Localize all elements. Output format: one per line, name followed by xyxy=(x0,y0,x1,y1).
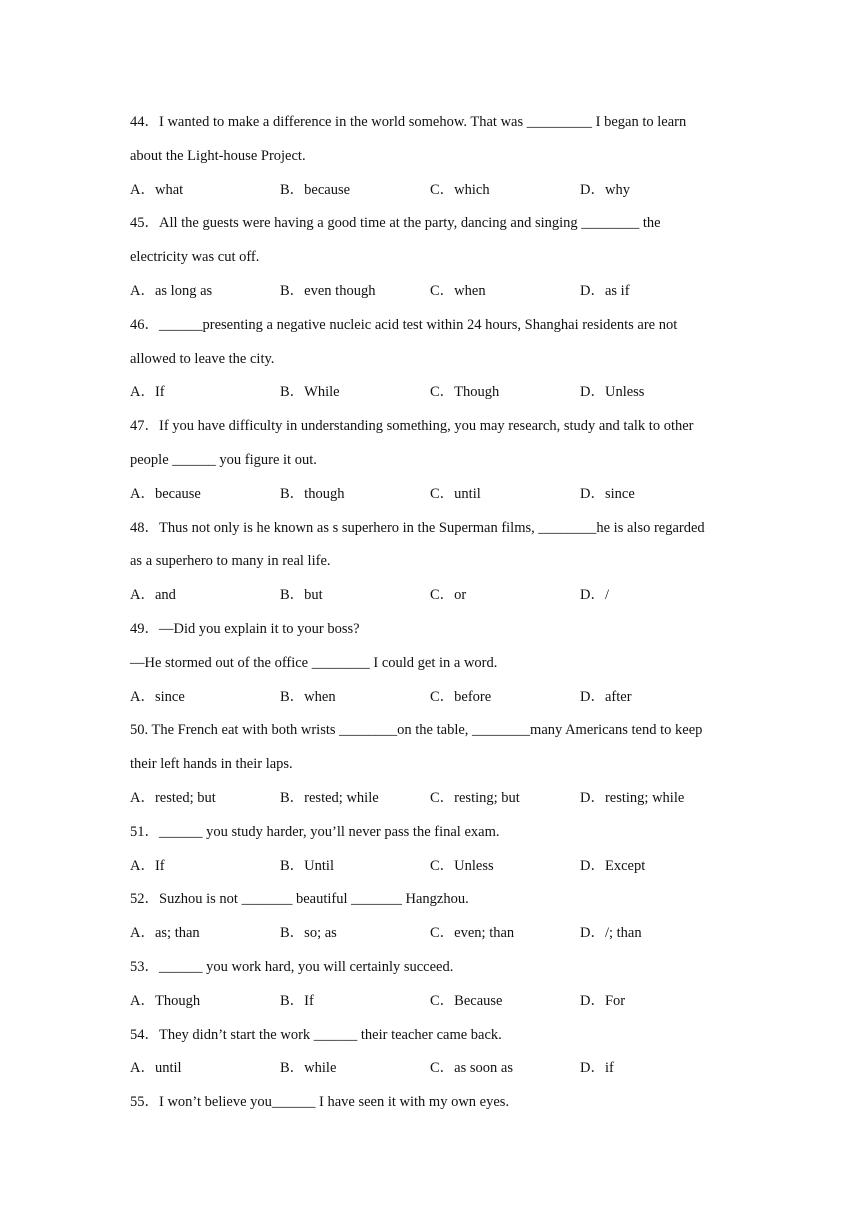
answer-options xyxy=(130,850,740,884)
question-stem: 46．______presenting a negative nucleic acid test within 24 hours, Shanghai residents are not xyxy=(130,316,678,333)
option-c: C．even; than xyxy=(430,925,515,942)
option-b: B．Until xyxy=(280,857,334,874)
option-a: A．as; than xyxy=(130,925,200,942)
option-d: D．/ xyxy=(580,587,609,604)
option-d: D．as if xyxy=(580,282,630,299)
option-b: B．rested; while xyxy=(280,789,379,806)
question-stem-continued: electricity was cut off. xyxy=(130,249,260,266)
option-a: A．If xyxy=(130,384,165,401)
option-b: B．though xyxy=(280,485,345,502)
answer-options xyxy=(130,579,740,613)
option-c: C．until xyxy=(430,485,481,502)
option-c: C．which xyxy=(430,181,490,198)
question-stem: 48．Thus not only is he known as s superhero in the Superman films, ________he is also regarded xyxy=(130,519,705,536)
option-b: B．If xyxy=(280,992,314,1009)
option-b: B．but xyxy=(280,587,323,604)
option-b: B．when xyxy=(280,688,336,705)
option-b: B．While xyxy=(280,384,340,401)
option-c: C．before xyxy=(430,688,492,705)
option-a: A．rested; but xyxy=(130,789,216,806)
option-a: A．since xyxy=(130,688,185,705)
option-c: C．resting; but xyxy=(430,789,520,806)
option-d: D．resting; while xyxy=(580,789,685,806)
question-stem-continued: people ______ you figure it out. xyxy=(130,451,317,468)
option-b: B．while xyxy=(280,1060,337,1077)
option-c: C．Unless xyxy=(430,857,494,874)
question-block xyxy=(130,106,740,207)
option-a: A．If xyxy=(130,857,165,874)
question-block xyxy=(130,883,740,951)
question-block xyxy=(130,816,740,884)
option-a: A．because xyxy=(130,485,201,502)
option-b: B．so; as xyxy=(280,925,337,942)
option-c: C．as soon as xyxy=(430,1060,513,1077)
question-stem: 47．If you have difficulty in understanding something, you may research, study and talk to other xyxy=(130,418,694,435)
question-block xyxy=(130,714,740,815)
question-stem: 54．They didn’t start the work ______ their teacher came back. xyxy=(130,1026,502,1043)
option-c: C．Though xyxy=(430,384,500,401)
option-d: D．For xyxy=(580,992,626,1009)
answer-options xyxy=(130,681,740,715)
question-block xyxy=(130,309,740,410)
answer-options xyxy=(130,174,740,208)
option-d: D．since xyxy=(580,485,635,502)
question-stem: 44．I wanted to make a difference in the world somehow. That was _________ I began to learn xyxy=(130,114,687,130)
question-block xyxy=(130,207,740,308)
question-stem: 53．______ you work hard, you will certainly succeed. xyxy=(130,958,454,975)
option-d: D．Except xyxy=(580,857,646,874)
question-stem: 52．Suzhou is not _______ beautiful _______ Hangzhou. xyxy=(130,891,469,908)
question-block xyxy=(130,951,740,1019)
option-c: C．Because xyxy=(430,992,503,1009)
question-block xyxy=(130,410,740,511)
question-stem: 51．______ you study harder, you’ll never pass the final exam. xyxy=(130,823,500,840)
question-stem-continued: allowed to leave the city. xyxy=(130,350,275,367)
question-stem-continued: —He stormed out of the office ________ I could get in a word. xyxy=(130,654,498,671)
option-a: A．until xyxy=(130,1060,182,1077)
option-d: D．if xyxy=(580,1060,614,1077)
question-stem: 45．All the guests were having a good time at the party, dancing and singing ________ the xyxy=(130,215,661,232)
option-d: D．/; than xyxy=(580,925,642,942)
option-a: A．as long as xyxy=(130,282,213,299)
question-list xyxy=(130,106,740,1120)
option-c: C．when xyxy=(430,282,486,299)
question-stem-continued: about the Light-house Project. xyxy=(130,147,306,164)
question-block xyxy=(130,613,740,714)
option-b: B．even though xyxy=(280,282,376,299)
question-stem-continued: as a superhero to many in real life. xyxy=(130,553,331,570)
option-a: A．Though xyxy=(130,992,201,1009)
answer-options xyxy=(130,1052,740,1086)
option-b: B．because xyxy=(280,181,351,198)
answer-options xyxy=(130,782,740,816)
option-d: D．after xyxy=(580,688,632,705)
answer-options xyxy=(130,376,740,410)
answer-options xyxy=(130,985,740,1019)
question-stem: 55．I won’t believe you______ I have seen it with my own eyes. xyxy=(130,1094,510,1111)
answer-options xyxy=(130,917,740,951)
answer-options xyxy=(130,478,740,512)
question-block xyxy=(130,1086,740,1120)
question-stem: 50. The French eat with both wrists ________on the table, ________many Americans tend to keep xyxy=(130,722,703,739)
option-d: D．why xyxy=(580,181,630,198)
question-stem-continued: their left hands in their laps. xyxy=(130,756,293,773)
question-block xyxy=(130,1019,740,1087)
option-a: A．what xyxy=(130,181,184,198)
option-d: D．Unless xyxy=(580,384,645,401)
question-block xyxy=(130,512,740,613)
answer-options xyxy=(130,275,740,309)
option-a: A．and xyxy=(130,587,176,604)
question-stem: 49．—Did you explain it to your boss? xyxy=(130,620,360,637)
option-c: C．or xyxy=(430,587,467,604)
